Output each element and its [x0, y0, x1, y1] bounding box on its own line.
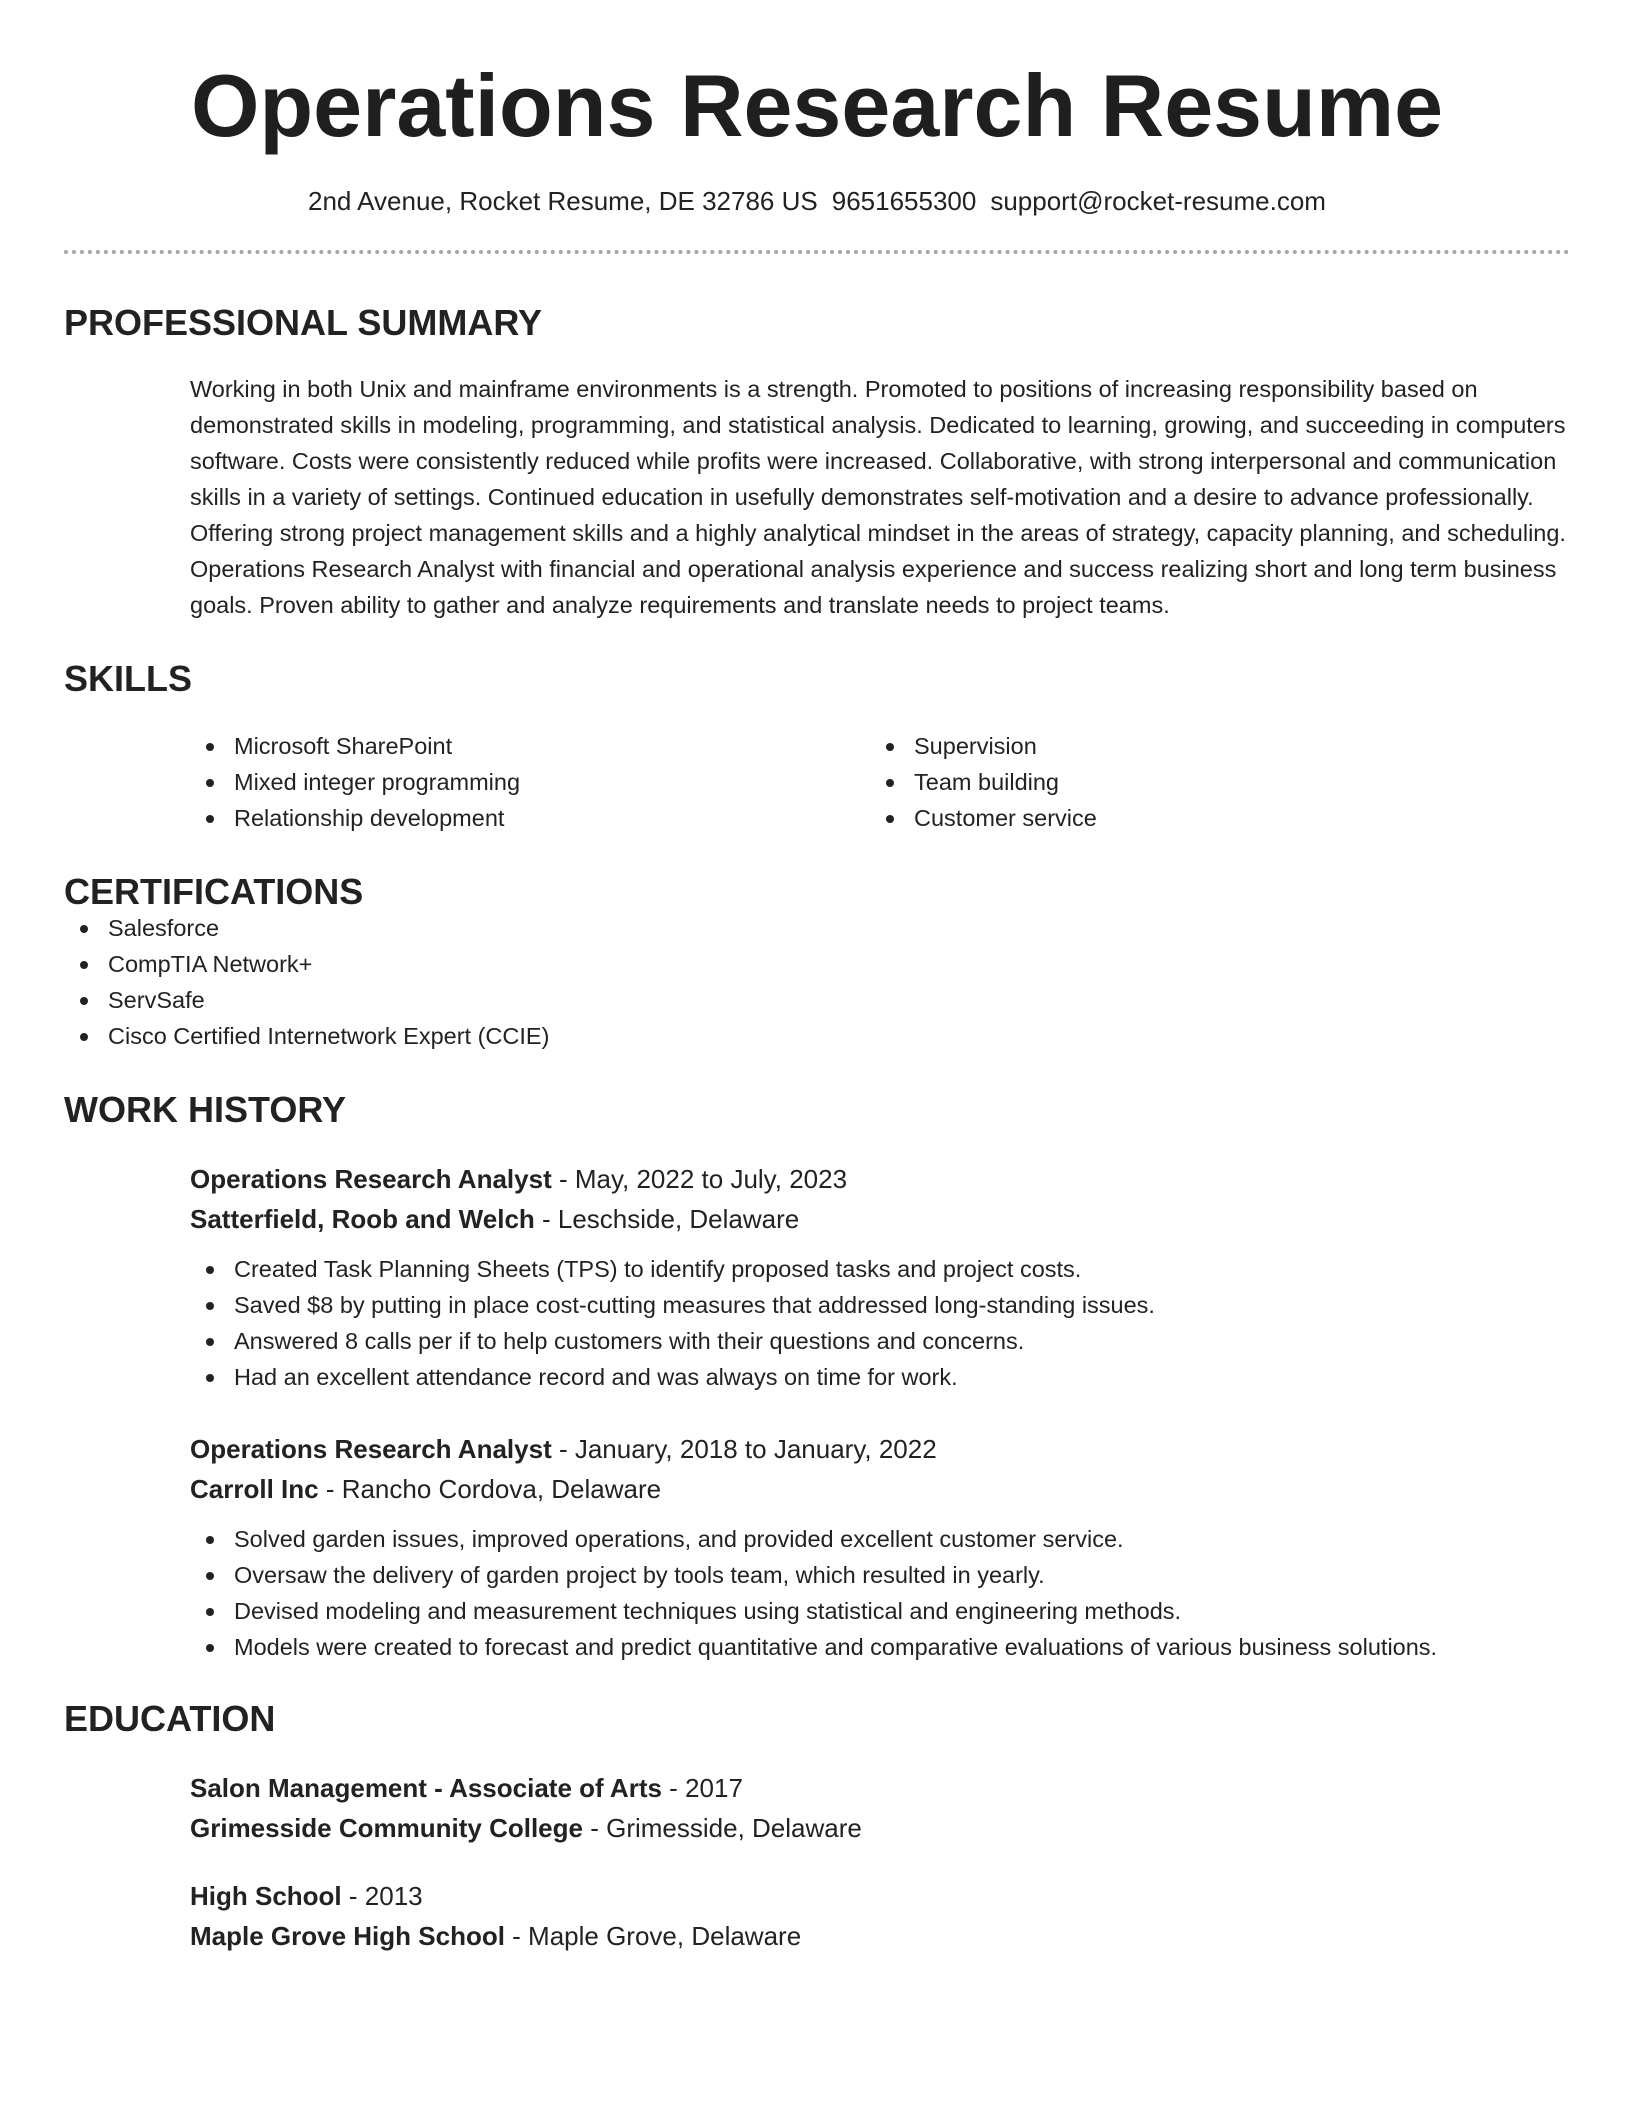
job-title-line: [190, 1159, 1570, 1199]
certification-item: Salesforce: [64, 910, 1570, 946]
skills-list-right: [870, 728, 1550, 836]
contact-line: [64, 186, 1570, 217]
education-entry: [190, 1876, 1570, 1956]
job-entry: [190, 1159, 1570, 1395]
education-heading: EDUCATION: [64, 1698, 276, 1739]
job-bullet: Models were created to forecast and predict quantitative and comparative evaluations of various business solutions.: [190, 1629, 1570, 1665]
job-dates: - May, 2022 to July, 2023: [551, 1164, 848, 1194]
job-dates: - January, 2018 to January, 2022: [551, 1434, 937, 1464]
certification-item: ServSafe: [64, 982, 1570, 1018]
job-company-line: [190, 1199, 1570, 1239]
certification-item: CompTIA Network+: [64, 946, 1570, 982]
skills-grid: [190, 728, 1570, 836]
skills-section: [64, 658, 1570, 836]
job-location: - Leschside, Delaware: [534, 1204, 800, 1234]
job-title: Operations Research Analyst: [190, 1164, 552, 1194]
skill-item: Relationship development: [190, 800, 870, 836]
job-company-line: [190, 1469, 1570, 1509]
job-company: Carroll Inc: [190, 1474, 319, 1504]
job-bullet: Solved garden issues, improved operations, and provided excellent customer service.: [190, 1521, 1570, 1557]
education-degree-line: [190, 1768, 1570, 1808]
contact-phone: 9651655300: [831, 186, 977, 216]
education-section: [64, 1698, 1570, 1956]
education-school-line: [190, 1808, 1570, 1848]
education-degree: High School: [190, 1881, 342, 1911]
summary-section: [64, 302, 1570, 623]
skills-heading: SKILLS: [64, 658, 193, 699]
education-year: - 2017: [661, 1773, 743, 1803]
job-bullet: Answered 8 calls per if to help customers with their questions and concerns.: [190, 1323, 1570, 1359]
certification-item: Cisco Certified Internetwork Expert (CCIE): [64, 1018, 1570, 1054]
job-company: Satterfield, Roob and Welch: [190, 1204, 535, 1234]
work-history-section: [64, 1089, 1570, 1665]
education-entry: [190, 1768, 1570, 1848]
certifications-list: [64, 910, 1570, 1054]
summary-text: Working in both Unix and mainframe environments is a strength. Promoted to positions of increasing responsibility based on demonstrated skills in modeling, programming, and statistical analysis. Dedicated to learning, growing, and succeeding in computers software. Costs were consistently reduced while profits were increased. Collaborative, with strong interpersonal and communication skills in a variety of settings. Continued education in usefully demonstrates self-motivation and a desire to advance professionally. Offering strong project management skills and a highly analytical mindset in the areas of strategy, capacity planning, and scheduling. Operations Research Analyst with financial and operational analysis experience and success realizing short and long term business goals. Proven ability to gather and analyze requirements and translate needs to project teams.: [190, 376, 1566, 618]
education-year: - 2013: [341, 1881, 423, 1911]
header-divider: [64, 250, 1570, 254]
job-entry: [190, 1429, 1570, 1665]
skill-item: Team building: [870, 764, 1550, 800]
job-bullet: Oversaw the delivery of garden project by tools team, which resulted in yearly.: [190, 1557, 1570, 1593]
education-degree: Salon Management - Associate of Arts: [190, 1773, 662, 1803]
skills-column-left: [190, 728, 870, 836]
job-bullet: Saved $8 by putting in place cost-cutting measures that addressed long-standing issues.: [190, 1287, 1570, 1323]
education-school: Maple Grove High School: [190, 1921, 505, 1951]
skill-item: Customer service: [870, 800, 1550, 836]
certifications-section: [64, 871, 1570, 1054]
job-bullet: Devised modeling and measurement techniques using statistical and engineering methods.: [190, 1593, 1570, 1629]
job-title-line: [190, 1429, 1570, 1469]
job-bullets: [190, 1521, 1570, 1665]
skills-column-right: [870, 728, 1550, 836]
education-location: - Maple Grove, Delaware: [504, 1921, 802, 1951]
education-school: Grimesside Community College: [190, 1813, 583, 1843]
skill-item: Supervision: [870, 728, 1550, 764]
contact-address: 2nd Avenue, Rocket Resume, DE 32786 US: [308, 186, 818, 216]
skill-item: Mixed integer programming: [190, 764, 870, 800]
job-title: Operations Research Analyst: [190, 1434, 552, 1464]
contact-email[interactable]: support@rocket-resume.com: [990, 186, 1326, 216]
education-school-line: [190, 1916, 1570, 1956]
job-bullets: [190, 1251, 1570, 1395]
skill-item: Microsoft SharePoint: [190, 728, 870, 764]
skills-list-left: [190, 728, 870, 836]
education-degree-line: [190, 1876, 1570, 1916]
job-bullet: Created Task Planning Sheets (TPS) to identify proposed tasks and project costs.: [190, 1251, 1570, 1287]
resume-title: Operations Research Resume: [190, 56, 1444, 155]
summary-heading: PROFESSIONAL SUMMARY: [64, 302, 543, 343]
work-history-heading: WORK HISTORY: [64, 1089, 347, 1130]
job-bullet: Had an excellent attendance record and was always on time for work.: [190, 1359, 1570, 1395]
job-location: - Rancho Cordova, Delaware: [318, 1474, 662, 1504]
certifications-heading: CERTIFICATIONS: [64, 871, 364, 912]
education-location: - Grimesside, Delaware: [582, 1813, 862, 1843]
